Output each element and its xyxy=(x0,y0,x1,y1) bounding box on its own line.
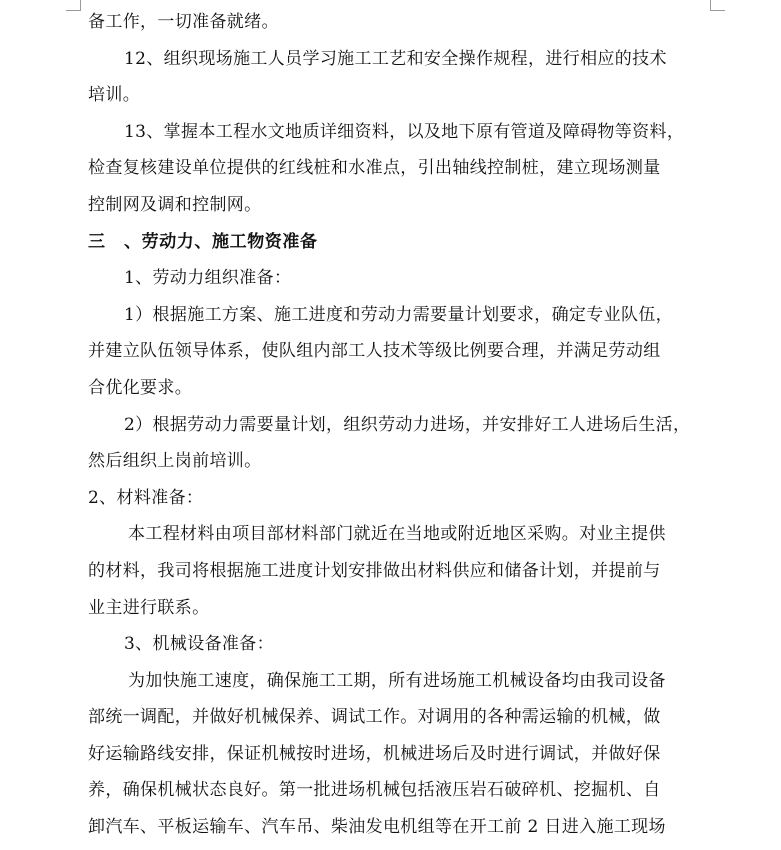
text-line: 备工作，一切准备就绪。 xyxy=(88,12,279,32)
section-number: 三 xyxy=(88,231,106,252)
margin-corner-mark-left xyxy=(66,0,81,11)
text-line: 控制网及调和控制网。 xyxy=(88,194,262,215)
text-line: 卸汽车、平板运输车、汽车吊、柴油发电机组等在开工前 2 日进入施工现场 xyxy=(88,817,666,838)
text-line: 的材料，我司将根据施工进度计划安排做出材料供应和储备计划，并提前与 xyxy=(88,560,661,581)
subsection-title: 2、材料准备： xyxy=(88,487,204,508)
text-line: 业主进行联系。 xyxy=(88,597,210,618)
paragraph-item: 为加快施工速度，确保施工工期，所有进场施工机械设备均由我司设备 xyxy=(128,670,666,691)
paragraph-item: 2）根据劳动力需要量计划，组织劳动力进场，并安排好工人进场后生活， xyxy=(124,414,691,435)
text-line: 好运输路线安排，保证机械按时进场，机械进场后及时进行调试，并做好保 xyxy=(88,743,661,764)
text-line: 部统一调配，并做好机械保养、调试工作。对调用的各种需运输的机械，做 xyxy=(88,707,661,728)
text-line: 然后组织上岗前培训。 xyxy=(88,451,262,472)
text-line: 合优化要求。 xyxy=(88,377,193,398)
text-line: 并建立队伍领导体系，使队组内部工人技术等级比例要合理，并满足劳动组 xyxy=(88,341,661,362)
text-line: 培训。 xyxy=(88,85,141,106)
section-title: 、劳动力、施工物资准备 xyxy=(124,231,318,252)
margin-corner-mark-right xyxy=(710,0,725,11)
paragraph-item-12: 12、组织现场施工人员学习施工工艺和安全操作规程，进行相应的技术 xyxy=(124,48,667,69)
text-line: 检查复核建设单位提供的红线桩和水准点，引出轴线控制桩，建立现场测量 xyxy=(88,158,661,179)
subsection-title: 3、机械设备准备： xyxy=(124,634,274,655)
subsection-title: 1、劳动力组织准备： xyxy=(124,268,292,289)
paragraph-item-13: 13、掌握本工程水文地质详细资料，以及地下原有管道及障碍物等资料， xyxy=(124,121,685,142)
paragraph-item: 本工程材料由项目部材料部门就近在当地或附近地区采购。对业主提供 xyxy=(128,524,666,545)
text-line: 养，确保机械状态良好。第一批进场机械包括液压岩石破碎机、挖掘机、自 xyxy=(88,780,661,801)
document-body xyxy=(88,4,712,846)
section-heading xyxy=(88,224,712,261)
paragraph-item: 1）根据施工方案、施工进度和劳动力需要量计划要求，确定专业队伍， xyxy=(124,304,674,325)
